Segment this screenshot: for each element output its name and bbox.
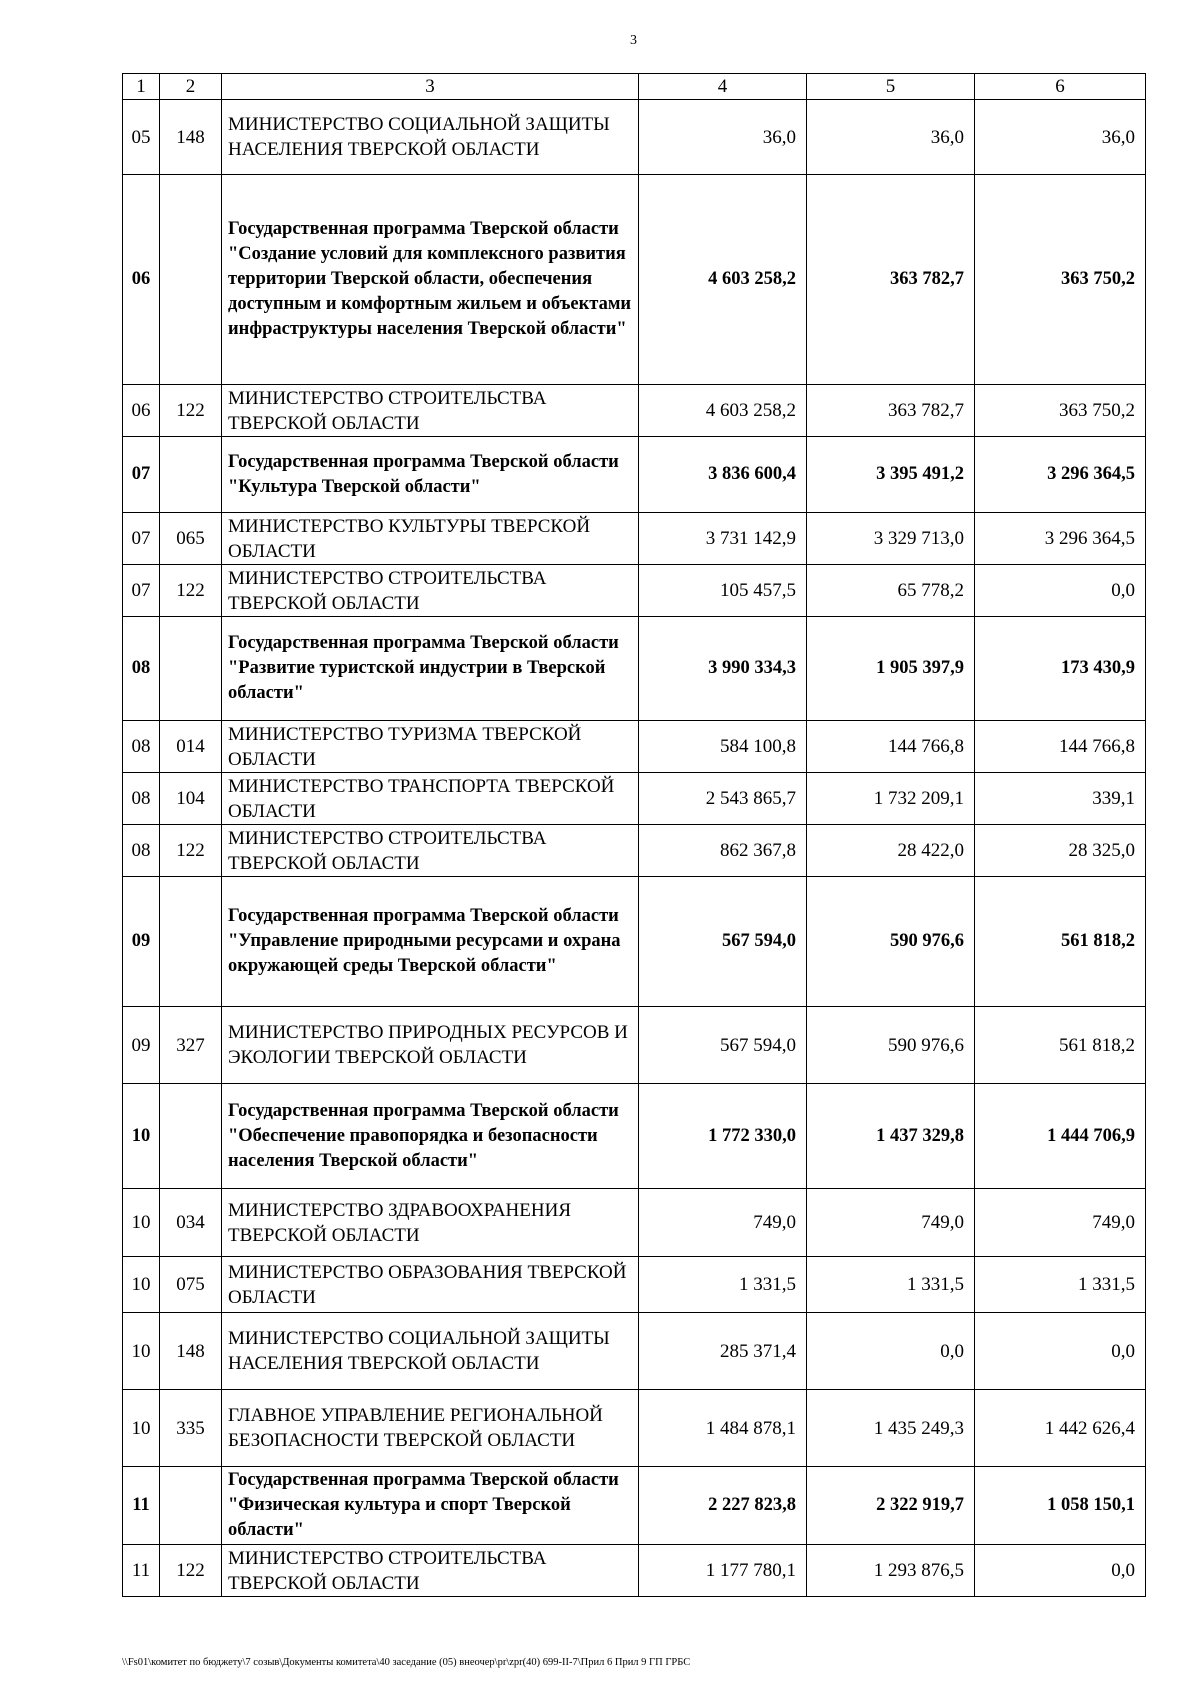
row-value-col6: 3 296 364,5 [975,437,1146,513]
budget-table [122,73,1146,1597]
row-section-code: 10 [123,1313,160,1390]
row-admin-code: 122 [160,1545,222,1597]
row-value-col5: 590 976,6 [807,1007,975,1084]
row-value-col6: 1 444 706,9 [975,1084,1146,1189]
table-row [123,825,1146,877]
row-value-col5: 3 329 713,0 [807,513,975,565]
row-value-col5: 1 331,5 [807,1257,975,1313]
table-row-program [123,175,1146,385]
header-cell-5: 5 [807,74,975,100]
row-section-code: 10 [123,1189,160,1257]
row-admin-code: 327 [160,1007,222,1084]
table-row [123,773,1146,825]
table-header-row [123,74,1146,100]
row-section-code: 08 [123,825,160,877]
row-name: МИНИСТЕРСТВО ЗДРАВООХРАНЕНИЯ ТВЕРСКОЙ ОБЛАСТИ [222,1189,639,1257]
row-value-col6: 0,0 [975,1545,1146,1597]
row-value-col4: 584 100,8 [639,721,807,773]
row-value-col5: 590 976,6 [807,877,975,1007]
row-value-col5: 3 395 491,2 [807,437,975,513]
row-value-col4: 3 990 334,3 [639,617,807,721]
row-name: МИНИСТЕРСТВО СОЦИАЛЬНОЙ ЗАЩИТЫ НАСЕЛЕНИЯ ТВЕРСКОЙ ОБЛАСТИ [222,100,639,175]
row-value-col4: 2 543 865,7 [639,773,807,825]
row-value-col5: 363 782,7 [807,175,975,385]
row-value-col6: 749,0 [975,1189,1146,1257]
row-value-col4: 1 772 330,0 [639,1084,807,1189]
row-admin-code [160,617,222,721]
row-value-col6: 561 818,2 [975,1007,1146,1084]
row-admin-code: 122 [160,385,222,437]
row-admin-code [160,437,222,513]
row-section-code: 10 [123,1390,160,1467]
row-section-code: 09 [123,877,160,1007]
row-value-col4: 1 331,5 [639,1257,807,1313]
row-name: МИНИСТЕРСТВО КУЛЬТУРЫ ТВЕРСКОЙ ОБЛАСТИ [222,513,639,565]
row-admin-code: 148 [160,1313,222,1390]
row-value-col6: 0,0 [975,565,1146,617]
table-row [123,513,1146,565]
row-name: МИНИСТЕРСТВО СТРОИТЕЛЬСТВА ТВЕРСКОЙ ОБЛАСТИ [222,1545,639,1597]
row-name: Государственная программа Тверской области "Развитие туристской индустрии в Тверской области" [222,617,639,721]
row-admin-code [160,1084,222,1189]
row-name: МИНИСТЕРСТВО ТУРИЗМА ТВЕРСКОЙ ОБЛАСТИ [222,721,639,773]
table-row [123,1313,1146,1390]
row-value-col5: 0,0 [807,1313,975,1390]
row-name: МИНИСТЕРСТВО ТРАНСПОРТА ТВЕРСКОЙ ОБЛАСТИ [222,773,639,825]
table-row [123,1390,1146,1467]
row-admin-code: 075 [160,1257,222,1313]
row-value-col4: 3 731 142,9 [639,513,807,565]
row-admin-code: 335 [160,1390,222,1467]
row-value-col4: 2 227 823,8 [639,1467,807,1545]
table-row [123,1189,1146,1257]
row-section-code: 10 [123,1257,160,1313]
row-value-col6: 1 331,5 [975,1257,1146,1313]
header-cell-1: 1 [123,74,160,100]
row-name: Государственная программа Тверской области "Обеспечение правопорядка и безопасности населения Тверской области" [222,1084,639,1189]
row-name: Государственная программа Тверской области "Управление природными ресурсами и охрана окружающей среды Тверской области" [222,877,639,1007]
row-value-col4: 4 603 258,2 [639,175,807,385]
row-value-col6: 339,1 [975,773,1146,825]
table-row-program [123,1084,1146,1189]
row-value-col5: 1 293 876,5 [807,1545,975,1597]
row-name: Государственная программа Тверской области "Создание условий для комплексного развития территории Тверской области, обеспечения доступным и комфортным жильем и объектами инфраструктуры населения Тверской области" [222,175,639,385]
table-row [123,721,1146,773]
row-section-code: 08 [123,721,160,773]
row-name: МИНИСТЕРСТВО ОБРАЗОВАНИЯ ТВЕРСКОЙ ОБЛАСТИ [222,1257,639,1313]
row-admin-code: 034 [160,1189,222,1257]
row-value-col4: 862 367,8 [639,825,807,877]
row-value-col4: 105 457,5 [639,565,807,617]
row-value-col6: 561 818,2 [975,877,1146,1007]
row-section-code: 10 [123,1084,160,1189]
row-value-col4: 567 594,0 [639,877,807,1007]
row-value-col5: 36,0 [807,100,975,175]
row-name: Государственная программа Тверской области "Культура Тверской области" [222,437,639,513]
row-value-col4: 285 371,4 [639,1313,807,1390]
row-value-col4: 1 484 878,1 [639,1390,807,1467]
row-value-col5: 1 437 329,8 [807,1084,975,1189]
row-section-code: 11 [123,1545,160,1597]
row-value-col6: 173 430,9 [975,617,1146,721]
row-section-code: 11 [123,1467,160,1545]
row-value-col5: 1 732 209,1 [807,773,975,825]
row-section-code: 09 [123,1007,160,1084]
row-section-code: 08 [123,773,160,825]
table-row-program [123,437,1146,513]
row-value-col5: 1 905 397,9 [807,617,975,721]
table-row [123,1545,1146,1597]
header-cell-4: 4 [639,74,807,100]
page-number: 3 [630,33,637,48]
header-cell-3: 3 [222,74,639,100]
table-row [123,100,1146,175]
row-admin-code: 104 [160,773,222,825]
row-section-code: 06 [123,385,160,437]
row-admin-code: 148 [160,100,222,175]
table-row-program [123,1467,1146,1545]
row-value-col6: 3 296 364,5 [975,513,1146,565]
row-value-col6: 1 442 626,4 [975,1390,1146,1467]
header-cell-2: 2 [160,74,222,100]
row-value-col4: 4 603 258,2 [639,385,807,437]
row-name: ГЛАВНОЕ УПРАВЛЕНИЕ РЕГИОНАЛЬНОЙ БЕЗОПАСНОСТИ ТВЕРСКОЙ ОБЛАСТИ [222,1390,639,1467]
row-section-code: 07 [123,565,160,617]
row-value-col4: 1 177 780,1 [639,1545,807,1597]
row-section-code: 06 [123,175,160,385]
footer-file-path: \\Fs01\комитет по бюджету\7 созыв\Документы комитета\40 заседание (05) внеочер\pr\zpr(40) 699-II-7\Прил 6 Прил 9 ГП ГРБС [122,1657,691,1668]
row-admin-code [160,877,222,1007]
row-value-col5: 65 778,2 [807,565,975,617]
row-name: МИНИСТЕРСТВО СТРОИТЕЛЬСТВА ТВЕРСКОЙ ОБЛАСТИ [222,825,639,877]
row-admin-code: 065 [160,513,222,565]
table-row [123,385,1146,437]
row-section-code: 08 [123,617,160,721]
table-row [123,565,1146,617]
row-value-col4: 749,0 [639,1189,807,1257]
header-cell-6: 6 [975,74,1146,100]
row-admin-code [160,175,222,385]
row-value-col6: 36,0 [975,100,1146,175]
row-name: МИНИСТЕРСТВО СТРОИТЕЛЬСТВА ТВЕРСКОЙ ОБЛАСТИ [222,385,639,437]
row-value-col5: 144 766,8 [807,721,975,773]
row-section-code: 05 [123,100,160,175]
row-value-col6: 1 058 150,1 [975,1467,1146,1545]
row-value-col5: 1 435 249,3 [807,1390,975,1467]
table-row [123,1257,1146,1313]
row-name: Государственная программа Тверской области "Физическая культура и спорт Тверской области" [222,1467,639,1545]
row-section-code: 07 [123,513,160,565]
row-admin-code: 122 [160,565,222,617]
row-value-col6: 363 750,2 [975,385,1146,437]
row-value-col5: 28 422,0 [807,825,975,877]
row-value-col6: 144 766,8 [975,721,1146,773]
row-value-col4: 3 836 600,4 [639,437,807,513]
row-value-col4: 567 594,0 [639,1007,807,1084]
row-admin-code: 122 [160,825,222,877]
row-value-col5: 2 322 919,7 [807,1467,975,1545]
row-admin-code [160,1467,222,1545]
table-row-program [123,877,1146,1007]
table-row-program [123,617,1146,721]
row-name: МИНИСТЕРСТВО СТРОИТЕЛЬСТВА ТВЕРСКОЙ ОБЛАСТИ [222,565,639,617]
row-value-col6: 28 325,0 [975,825,1146,877]
row-value-col5: 749,0 [807,1189,975,1257]
row-value-col5: 363 782,7 [807,385,975,437]
table-row [123,1007,1146,1084]
row-section-code: 07 [123,437,160,513]
row-value-col6: 363 750,2 [975,175,1146,385]
row-name: МИНИСТЕРСТВО ПРИРОДНЫХ РЕСУРСОВ И ЭКОЛОГИИ ТВЕРСКОЙ ОБЛАСТИ [222,1007,639,1084]
row-value-col4: 36,0 [639,100,807,175]
row-name: МИНИСТЕРСТВО СОЦИАЛЬНОЙ ЗАЩИТЫ НАСЕЛЕНИЯ ТВЕРСКОЙ ОБЛАСТИ [222,1313,639,1390]
row-value-col6: 0,0 [975,1313,1146,1390]
row-admin-code: 014 [160,721,222,773]
